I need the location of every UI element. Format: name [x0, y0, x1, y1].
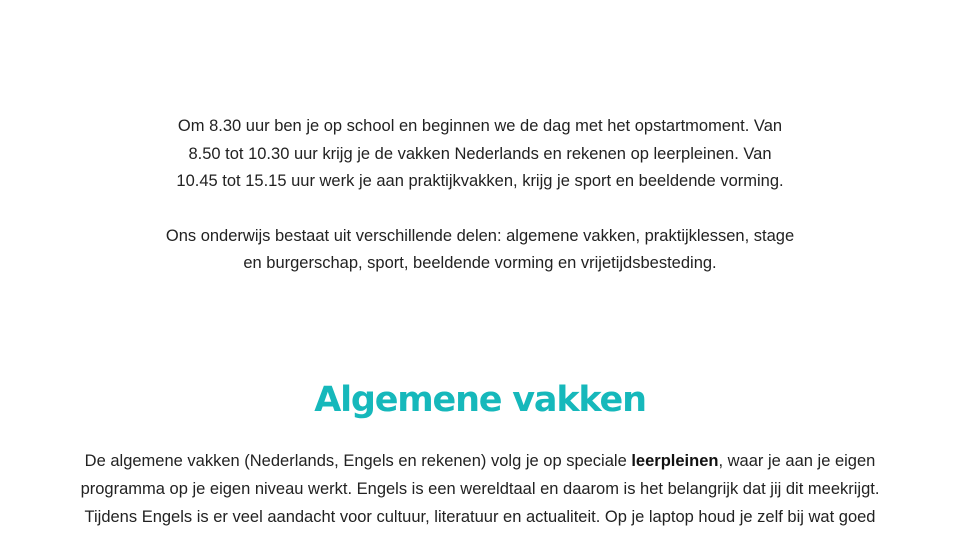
section-body-emphasis: leerpleinen — [631, 452, 719, 470]
section-body-start: De algemene vakken (Nederlands, Engels en rekenen) volg je op speciale — [84, 452, 632, 470]
section-body — [55, 448, 905, 531]
section-body-rest: , waar je aan je eigen programma op je eigen niveau werkt. Engels is een wereldtaal en daarom is het belangrijk dat jij dit meekrijgt. Tijdens Engels is er veel aandacht voor cultuur, literatuur en actualiteit. Op je laptop houd je zelf bij wat goed — [80, 452, 880, 526]
intro-text — [0, 113, 960, 278]
intro-paragraph-curriculum: Ons onderwijs bestaat uit verschillende delen: algemene vakken, praktijklessen, stage en burgerschap, sport, beeldende vorming en vrijetijdsbesteding. — [165, 226, 795, 272]
intro-paragraph-schedule: Om 8.30 uur ben je op school en beginnen we de dag met het opstartmoment. Van 8.50 tot 10.30 uur krijg je de vakken Nederlands en rekenen op leerpleinen. Van 10.45 tot 15.15 uur werk je aan praktijkvakken, krijg je sport en beeldende vorming. — [176, 117, 784, 190]
section-title: Algemene vakken — [314, 380, 646, 420]
